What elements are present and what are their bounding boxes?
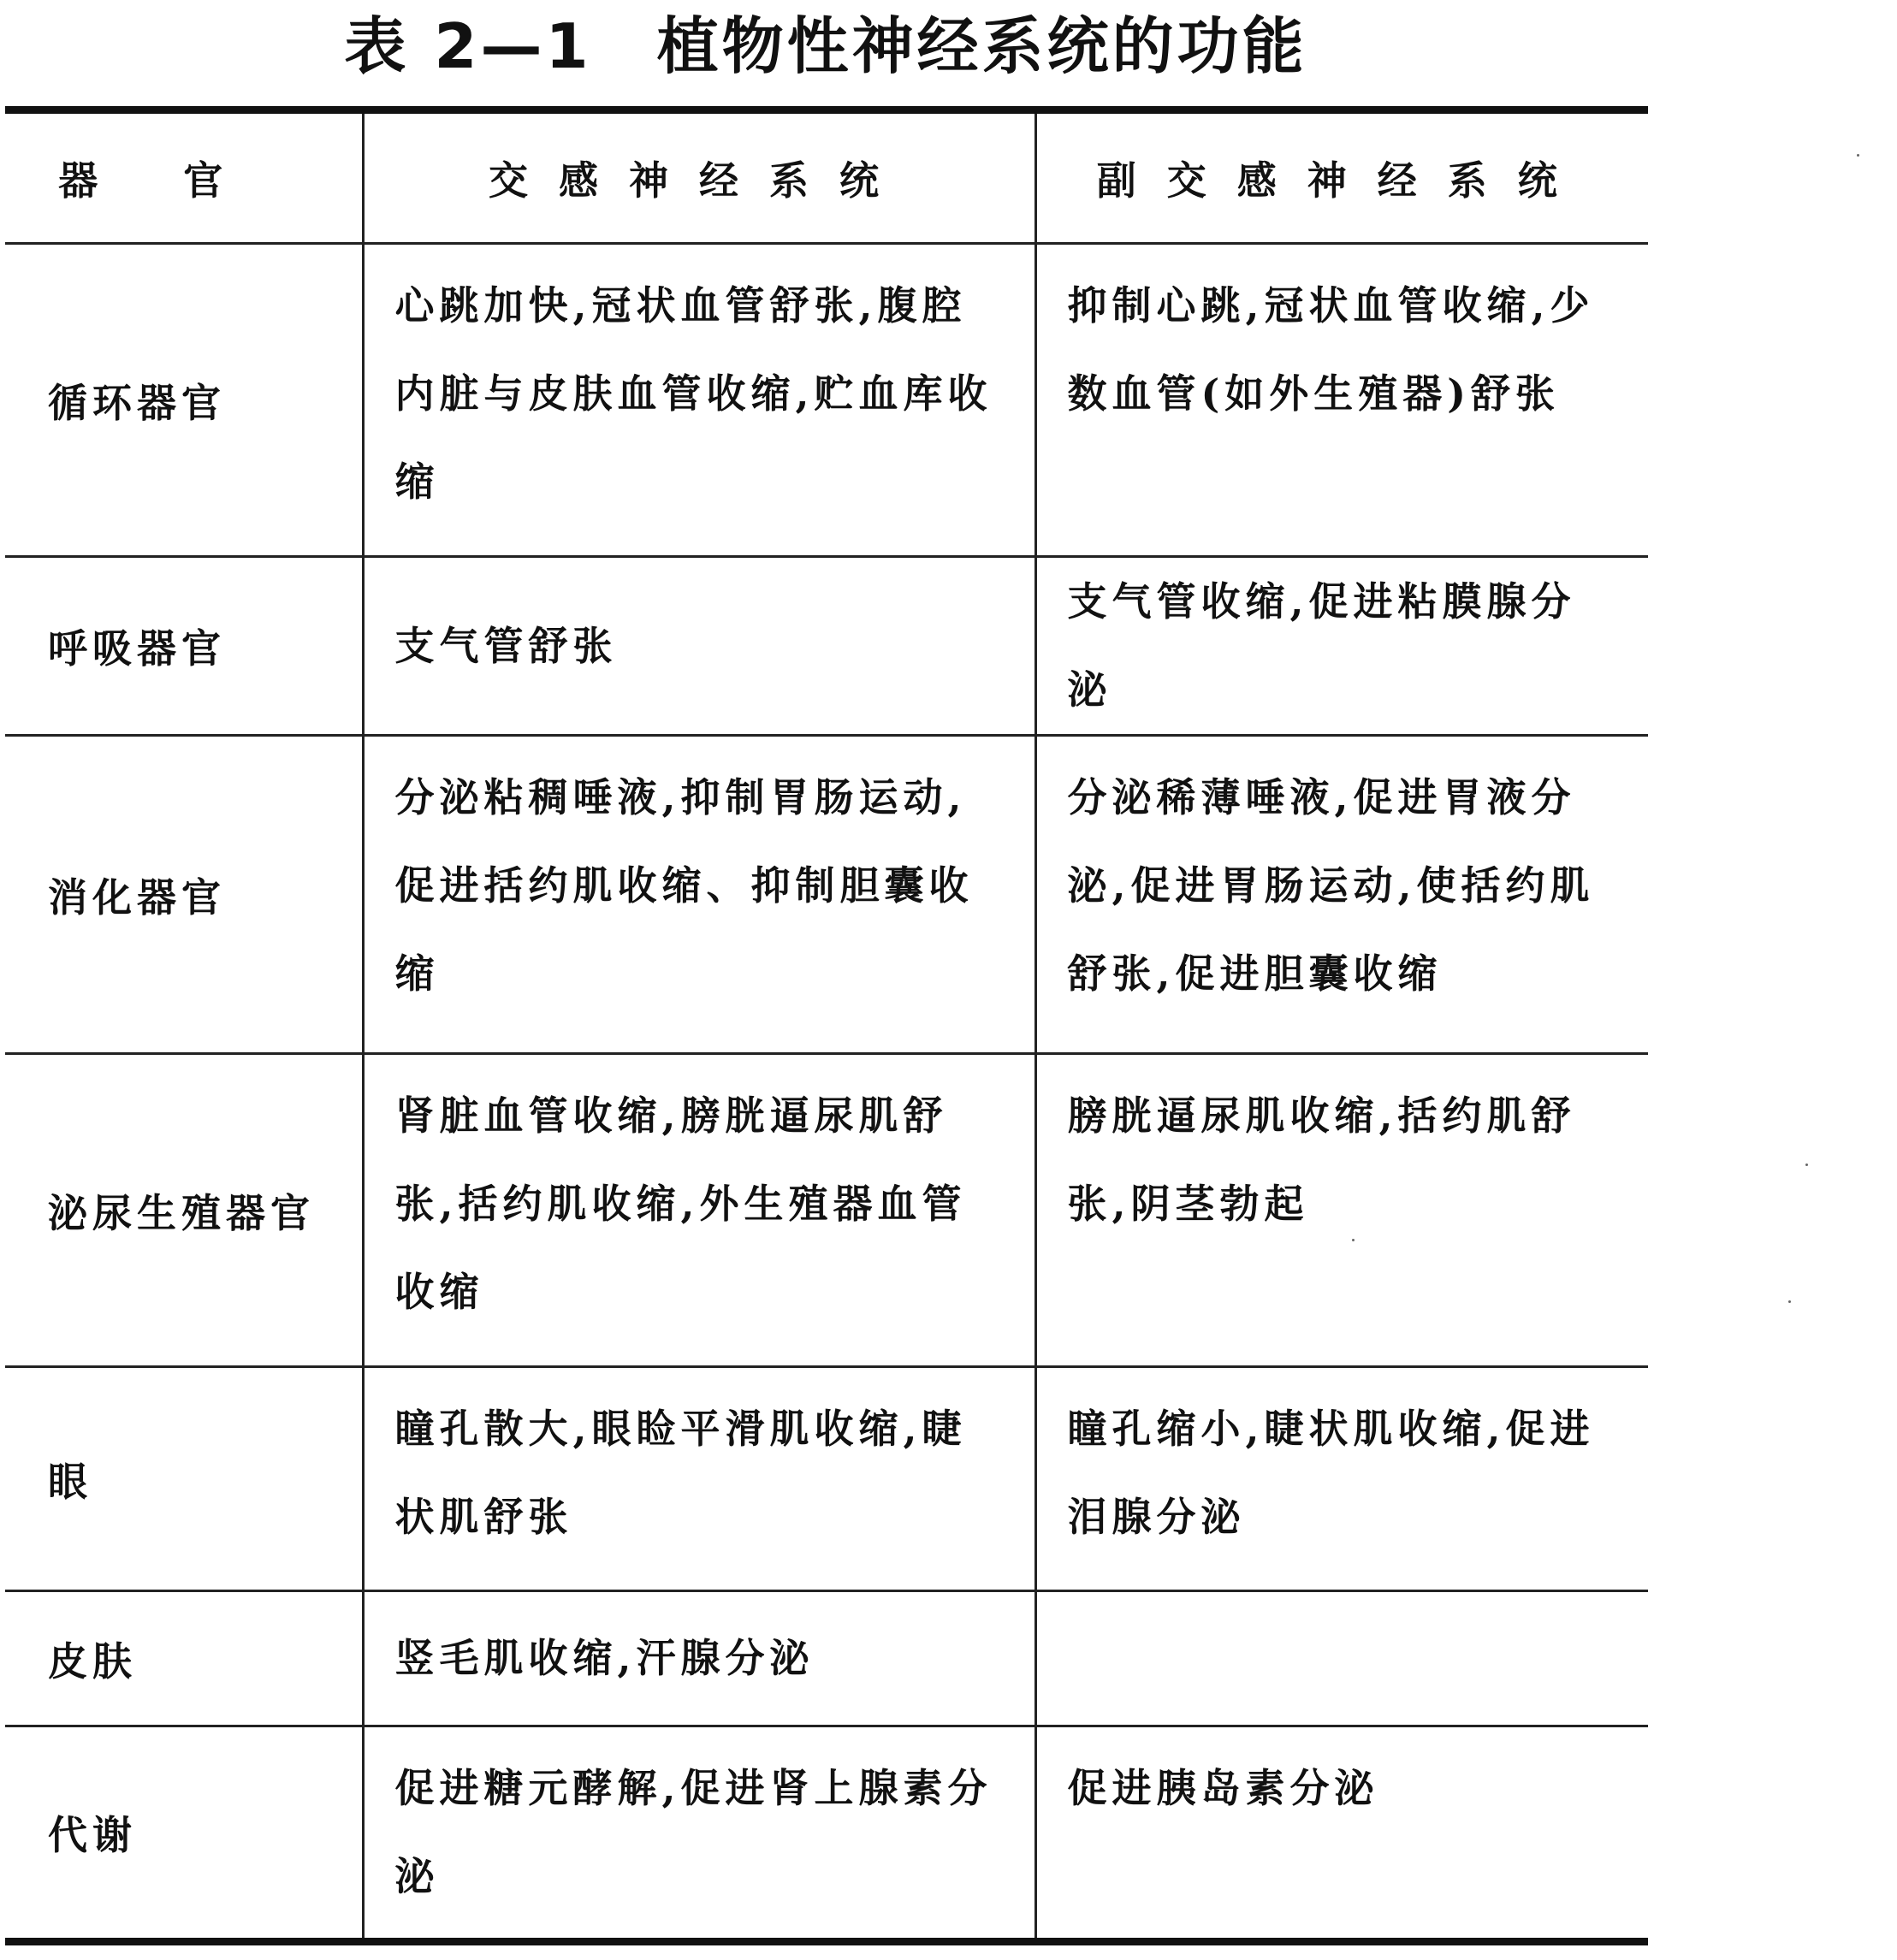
sympathetic-cell: 分泌粘稠唾液,抑制胃肠运动,促进括约肌收缩、抑制胆囊收缩: [363, 736, 1035, 1054]
organ-cell: 皮肤: [5, 1591, 363, 1726]
parasympathetic-cell: 分泌稀薄唾液,促进胃液分泌,促进胃肠运动,使括约肌舒张,促进胆囊收缩: [1035, 736, 1648, 1054]
table-row: [5, 1726, 1648, 1939]
scan-speck: [1857, 154, 1859, 157]
organ-cell: 眼: [5, 1367, 363, 1591]
parasympathetic-cell: 瞳孔缩小,睫状肌收缩,促进泪腺分泌: [1035, 1367, 1648, 1591]
sympathetic-cell: 竖毛肌收缩,汗腺分泌: [363, 1591, 1035, 1726]
parasympathetic-cell: 促进胰岛素分泌: [1035, 1726, 1648, 1939]
sympathetic-cell: 肾脏血管收缩,膀胱逼尿肌舒张,括约肌收缩,外生殖器血管收缩: [363, 1054, 1035, 1367]
organ-cell: 呼吸器官: [5, 557, 363, 736]
table-row: [5, 1054, 1648, 1367]
function-table-container: [5, 106, 1648, 1945]
organ-cell: 循环器官: [5, 244, 363, 557]
scan-speck: [1352, 1239, 1355, 1241]
top-rule: [5, 106, 1648, 114]
scan-speck: [1805, 1164, 1808, 1166]
bottom-rule: [5, 1938, 1648, 1945]
organ-cell: 消化器官: [5, 736, 363, 1054]
table-title: 表 2—1 植物性神经系统的功能: [344, 10, 1307, 82]
header-row: [5, 114, 1648, 244]
function-table: [5, 114, 1648, 1938]
header-parasympathetic: 副交感神经系统: [1035, 114, 1648, 244]
sympathetic-cell: 瞳孔散大,眼睑平滑肌收缩,睫状肌舒张: [363, 1367, 1035, 1591]
parasympathetic-cell: 膀胱逼尿肌收缩,括约肌舒张,阴茎勃起: [1035, 1054, 1648, 1367]
scan-speck: [1788, 1300, 1791, 1303]
sympathetic-cell: 心跳加快,冠状血管舒张,腹腔内脏与皮肤血管收缩,贮血库收缩: [363, 244, 1035, 557]
organ-cell: 代谢: [48, 1812, 137, 1858]
sympathetic-cell: 支气管舒张: [363, 557, 1035, 736]
organ-cell: 泌尿生殖器官: [5, 1054, 363, 1367]
parasympathetic-cell: 支气管收缩,促进粘膜腺分泌: [1035, 557, 1648, 736]
header-sympathetic: 交感神经系统: [363, 114, 1035, 244]
table-row: [5, 244, 1648, 557]
parasympathetic-cell: 抑制心跳,冠状血管收缩,少数血管(如外生殖器)舒张: [1035, 244, 1648, 557]
parasympathetic-cell: [1035, 1591, 1648, 1726]
table-row: [5, 736, 1648, 1054]
table-row: [5, 557, 1648, 736]
table-row: [5, 1591, 1648, 1726]
table-row: [5, 1367, 1648, 1591]
sympathetic-cell: 促进糖元酵解,促进肾上腺素分泌: [363, 1726, 1035, 1939]
header-organ: 器官: [5, 114, 363, 244]
